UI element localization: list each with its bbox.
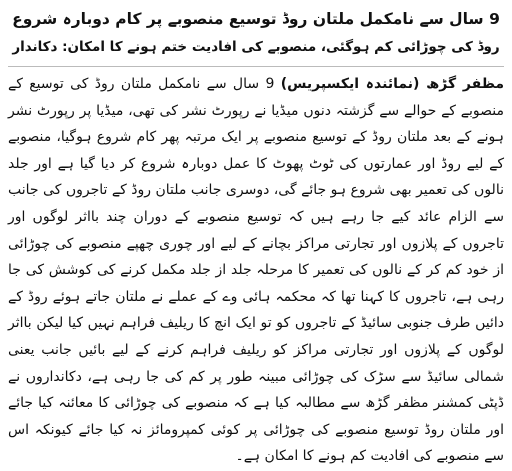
headline: 9 سال سے نامکمل ملتان روڈ توسیع منصوبے پر کام دوبارہ شروع <box>12 10 500 28</box>
article-body <box>8 71 504 470</box>
subheadline: روڈ کی چوڑائی کم ہوگئی، منصوبے کی افادیت ختم ہونے کا امکان: دکاندار <box>12 39 500 55</box>
divider <box>8 66 504 67</box>
dateline: مظفر گڑھ (نمائندہ ایکسپریس) <box>280 76 504 92</box>
article-body-text: 9 سال سے نامکمل ملتان روڈ کی توسیع کے منصوبے کے حوالے سے گزشتہ دنوں میڈیا نے رپورٹ نشر کی تھی، میڈیا پر رپورٹ نشر ہونے کے بعد ملتان روڈ کے توسیع منصوبے پر ایک مرتبہ پھر کام شروع ہوگیا، منصوبے کے لیے روڈ اور عمارتوں کی ٹوٹ پھوٹ کا عمل دوبارہ شروع کر دیا گیا ہے اور جلد نالوں کی تعمیر بھی شروع ہو جائے گی، دوسری جانب ملتان روڈ کے تاجروں کی جانب سے الزام عائد کیے جا رہے ہیں کہ توسیع منصوبے کے دوران چند بااثر لوگوں اور تاجروں کے پلازوں اور تجارتی مراکز بچانے کے لیے اور چوری چھپے منصوبے کی چوڑائی از خود کم کر کے نالوں کی تعمیر کا مرحلہ جلد از جلد مکمل کرنے کی کوشش کی جا رہی ہے، تاجروں کا کہنا تھا کہ محکمہ ہائی وے کے عملے نے ملتان جاتے ہوئے روڈ کے دائیں طرف جنوبی سائیڈ کے تاجروں کو تو ایک انچ کا ریلیف فراہم نہیں کیا لیکن بااثر لوگوں کے پلازوں اور تجارتی مراکز کو ریلیف فراہم کرنے کے لیے بائیں جانب یعنی شمالی سائیڈ سے سڑک کی چوڑائی مبینہ طور پر کم کی جا رہی ہے، دکانداروں نے ڈپٹی کمشنر مظفر گڑھ سے مطالبہ کیا ہے کہ منصوبے کی چوڑائی کا معائنہ کیا جائے اور ملتان روڈ توسیع منصوبے کی چوڑائی پر کوئی کمپرومائز نہ کیا جائے کیونکہ اس سے منصوبے کی افادیت کم ہونے کا امکان ہے۔ <box>8 76 504 465</box>
